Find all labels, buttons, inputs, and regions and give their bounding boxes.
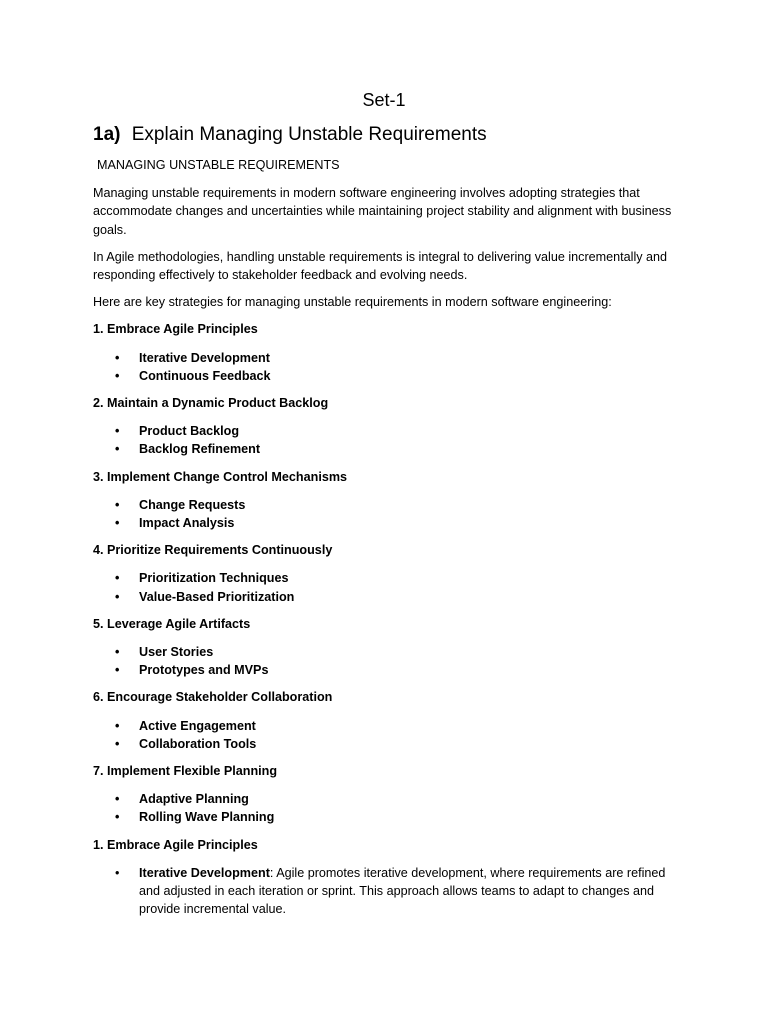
strategy-item-label: Prototypes and MVPs: [139, 663, 269, 678]
agile-paragraph: In Agile methodologies, handling unstable requirements is integral to delivering value incrementally and responding effectively to stakeholder feedback and evolving needs.: [93, 249, 668, 283]
bullet-icon: •: [115, 516, 120, 531]
detail-list: [93, 864, 678, 919]
detail-item: [93, 864, 678, 919]
strategy-item: [93, 735, 678, 753]
bullet-icon: •: [115, 571, 120, 586]
strategy-title: 1. Embrace Agile Principles: [93, 322, 258, 337]
strategy-title: 2. Maintain a Dynamic Product Backlog: [93, 396, 329, 411]
strategy-item: [93, 422, 678, 440]
detail-item-term: Iterative Development: [139, 865, 270, 880]
bullet-icon: •: [115, 350, 120, 365]
strategy-item: [93, 588, 678, 606]
document-body: [93, 156, 678, 919]
question-heading: [93, 122, 487, 148]
strategy-list: [93, 496, 678, 532]
strategy-item: [93, 514, 678, 532]
strategy-list: [93, 349, 678, 385]
bullet-icon: •: [115, 645, 120, 660]
detail-title: 1. Embrace Agile Principles: [93, 837, 258, 852]
bullet-icon: •: [115, 810, 120, 825]
strategy-item-label: Adaptive Planning: [139, 792, 249, 807]
strategy-item: [93, 440, 678, 458]
strategy-item-label: Rolling Wave Planning: [139, 810, 275, 825]
strategy-item: [93, 569, 678, 587]
question-number: 1a): [93, 124, 121, 145]
bullet-icon: •: [115, 718, 120, 733]
bullet-icon: •: [115, 589, 120, 604]
strategy-list: [93, 643, 678, 679]
strategy-item-label: Backlog Refinement: [139, 442, 261, 457]
bullet-icon: •: [115, 865, 120, 880]
strategy-item-label: Active Engagement: [139, 718, 256, 733]
strategy-item-label: Continuous Feedback: [139, 368, 271, 383]
bullet-icon: •: [115, 663, 120, 678]
strategy-item-label: User Stories: [139, 645, 214, 660]
strategy-item: [93, 790, 678, 808]
strategy-title: 7. Implement Flexible Planning: [93, 764, 278, 779]
strategy-item-label: Change Requests: [139, 497, 246, 512]
strategy-item: [93, 496, 678, 514]
strategy-item: [93, 661, 678, 679]
bullet-icon: •: [115, 442, 120, 457]
strategy-title: 6. Encourage Stakeholder Collaboration: [93, 690, 333, 705]
strategy-item-label: Impact Analysis: [139, 516, 235, 531]
strategy-item-label: Value-Based Prioritization: [139, 589, 295, 604]
set-title: Set-1: [362, 90, 406, 110]
section-subheading: MANAGING UNSTABLE REQUIREMENTS: [97, 158, 340, 172]
strategy-item-label: Collaboration Tools: [139, 736, 257, 751]
strategy-item: [93, 808, 678, 826]
intro-paragraph: Managing unstable requirements in modern software engineering involves adopting strategies that accommodate changes and uncertainties while maintaining project stability and alignment with business goals.: [93, 186, 672, 237]
strategy-item: [93, 717, 678, 735]
strategy-item: [93, 643, 678, 661]
strategies-intro-paragraph: Here are key strategies for managing unstable requirements in modern software engineering:: [93, 295, 612, 310]
strategy-title: 5. Leverage Agile Artifacts: [93, 616, 251, 631]
strategy-title: 3. Implement Change Control Mechanisms: [93, 469, 348, 484]
bullet-icon: •: [115, 424, 120, 439]
strategy-title: 4. Prioritize Requirements Continuously: [93, 543, 333, 558]
strategy-list: [93, 790, 678, 826]
detail-item-text: : Agile promotes iterative development, where requirements are refined and adjusted in each iteration or sprint. This approach allows teams to adapt to changes and provide incremental value.: [139, 865, 666, 917]
strategy-item-label: Iterative Development: [139, 350, 270, 365]
bullet-icon: •: [115, 792, 120, 807]
strategy-list: [93, 569, 678, 605]
question-title: Explain Managing Unstable Requirements: [131, 124, 487, 145]
strategy-list: [93, 717, 678, 753]
strategy-list: [93, 422, 678, 458]
bullet-icon: •: [115, 368, 120, 383]
bullet-icon: •: [115, 497, 120, 512]
strategy-item: [93, 349, 678, 367]
bullet-icon: •: [115, 736, 120, 751]
strategy-item-label: Prioritization Techniques: [139, 571, 289, 586]
strategy-item: [93, 367, 678, 385]
strategy-item-label: Product Backlog: [139, 424, 240, 439]
